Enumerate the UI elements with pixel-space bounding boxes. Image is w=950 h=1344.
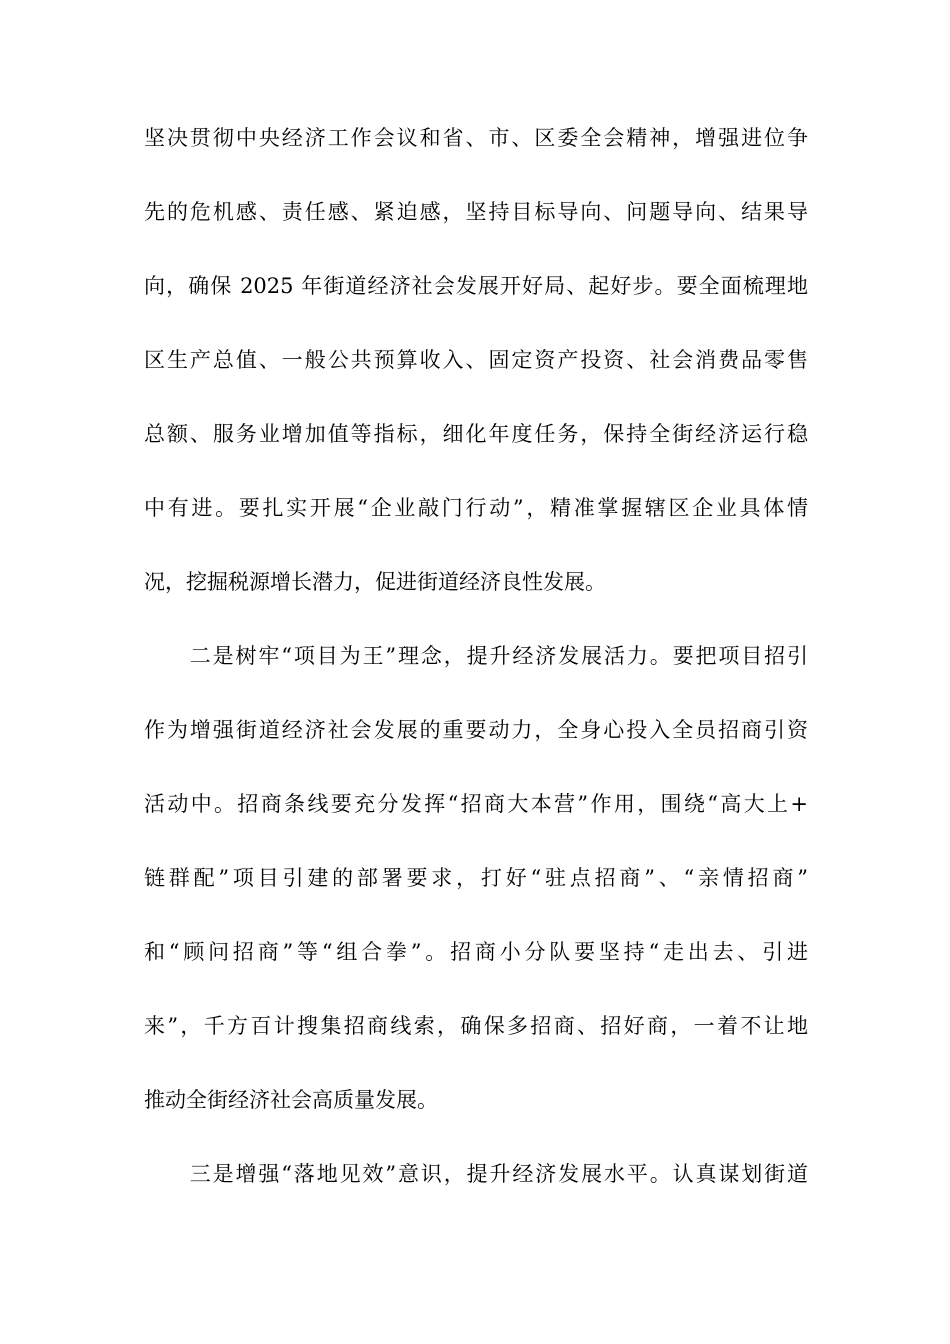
text-line: 活动中。招商条线要充分发挥“招商大本营”作用，围绕“高大上+ <box>144 792 808 816</box>
text-line: 总额、服务业增加值等指标，细化年度任务，保持全街经济运行稳 <box>144 422 808 446</box>
paragraph-first-line: 三是增强“落地见效”意识，提升经济发展水平。认真谋划街道 <box>144 1162 808 1186</box>
text-line: 来”，千方百计搜集招商线索，确保多招商、招好商，一着不让地 <box>144 1014 808 1038</box>
text-line: 链群配”项目引建的部署要求，打好“驻点招商”、“亲情招商” <box>144 866 808 890</box>
text-line: 先的危机感、责任感、紧迫感，坚持目标导向、问题导向、结果导 <box>144 200 808 224</box>
paragraph-first-line: 二是树牢“项目为王”理念，提升经济发展活力。要把项目招引 <box>144 644 808 668</box>
text-line: 作为增强街道经济社会发展的重要动力，全身心投入全员招商引资 <box>144 718 808 742</box>
text-line: 区生产总值、一般公共预算收入、固定资产投资、社会消费品零售 <box>144 348 808 372</box>
text-line: 坚决贯彻中央经济工作会议和省、市、区委全会精神，增强进位争 <box>144 126 808 150</box>
text-line: 向，确保 2025 年街道经济社会发展开好局、起好步。要全面梳理地 <box>144 274 808 298</box>
paragraph-end-line: 推动全街经济社会高质量发展。 <box>144 1088 438 1112</box>
paragraph-end-line: 况，挖掘税源增长潜力，促进街道经济良性发展。 <box>144 570 606 594</box>
text-line: 中有进。要扎实开展“企业敲门行动”，精准掌握辖区企业具体情 <box>144 496 808 520</box>
text-line: 和“顾问招商”等“组合拳”。招商小分队要坚持“走出去、引进 <box>144 940 808 964</box>
